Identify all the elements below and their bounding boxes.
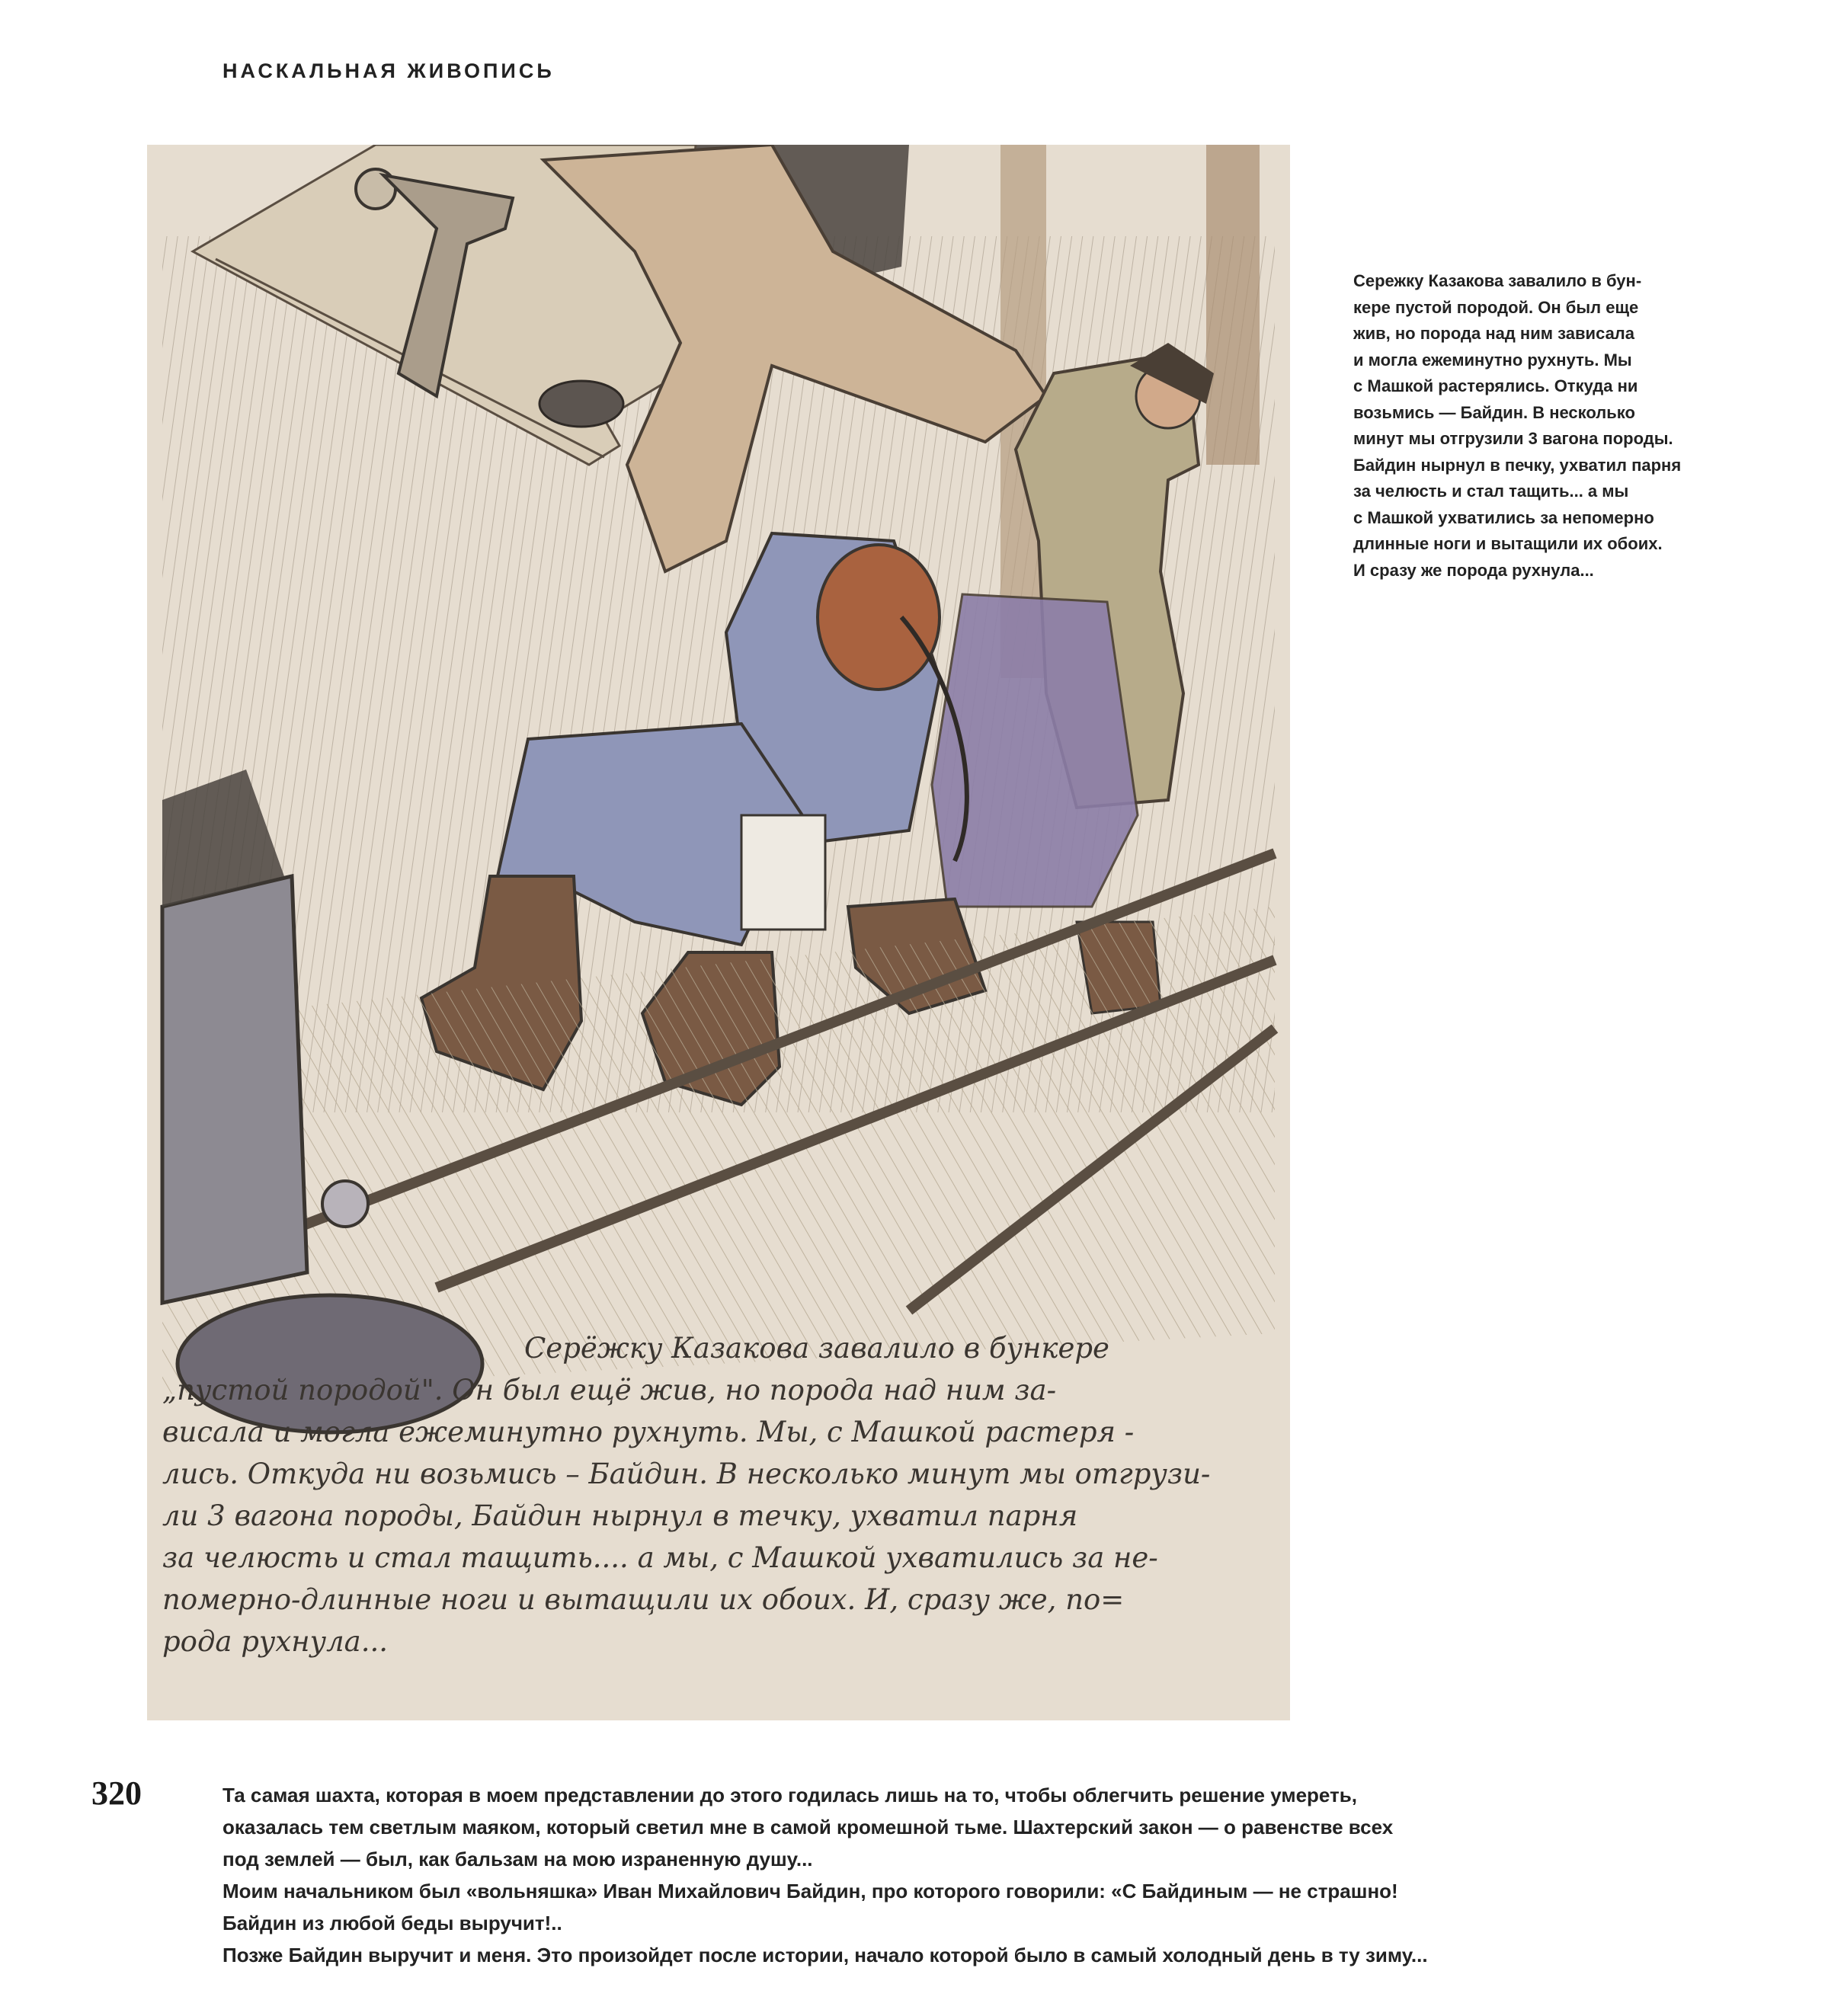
timber-post-right <box>1206 145 1260 465</box>
handwritten-line: висала и могла ежеминутно рухнуть. Мы, с Машкой растеря - <box>162 1416 1135 1448</box>
illustration-drawing <box>147 145 1290 1720</box>
body-line: Позже Байдин выручит и меня. Это произойдет после истории, начало которой было в самый холодный день в ту зиму... <box>222 1944 1428 1966</box>
lamp-battery <box>741 815 825 930</box>
handwritten-line: ли 3 вагона породы, Байдин нырнул в течку, ухватил парня <box>162 1499 1078 1532</box>
handwritten-line: померно-длинные ноги и вытащили их обоих. И, сразу же, по= <box>162 1583 1125 1616</box>
body-text <box>222 1779 1579 1971</box>
caption-line: Сережку Казакова завалило в бун- <box>1353 271 1642 290</box>
caption-line: длинные ноги и вытащили их обоих. <box>1353 534 1663 553</box>
handwritten-line: рода рухнула... <box>162 1625 388 1658</box>
handwritten-line: лись. Откуда ни возьмись – Байдин. В несколько минут мы отгрузи- <box>162 1458 1211 1490</box>
mine-cart <box>162 876 307 1303</box>
page-number: 320 <box>91 1774 142 1812</box>
illustration <box>147 145 1290 1720</box>
body-line: Моим начальником был «вольняшка» Иван Михайлович Байдин, про которого говорили: «С Байдиным — не страшно! <box>222 1880 1398 1902</box>
caption-line: жив, но порода над ним зависала <box>1353 324 1635 343</box>
caption-line: И сразу же порода рухнула... <box>1353 560 1594 580</box>
sidebar-caption <box>1353 268 1750 584</box>
caption-line: за челюсть и стал тащить... а мы <box>1353 482 1629 501</box>
caption-line: с Машкой растерялись. Откуда ни <box>1353 376 1638 395</box>
caption-line: минут мы отгрузили 3 вагона породы. <box>1353 429 1673 448</box>
caption-line: и могла ежеминутно рухнуть. Мы <box>1353 350 1632 370</box>
handwritten-line: „пустой породой". Он был ещё жив, но порода над ним за- <box>162 1374 1057 1406</box>
body-line: Байдин из любой беды выручит!.. <box>222 1912 562 1934</box>
body-line: оказалась тем светлым маяком, который светил мне в самой кромешной тьме. Шахтерский закон — о равенстве всех <box>222 1816 1394 1838</box>
cart-wheel <box>178 1295 482 1432</box>
caption-line: кере пустой породой. Он был еще <box>1353 297 1639 317</box>
running-head: НАСКАЛЬНАЯ ЖИВОПИСЬ <box>222 59 555 82</box>
caption-line: с Машкой ухватились за непомерно <box>1353 507 1654 527</box>
handwritten-line: Серёжку Казакова завалило в бункере <box>524 1332 1109 1365</box>
caption-line: возьмись — Байдин. В несколько <box>1353 402 1635 422</box>
caption-line: Байдин нырнул в печку, ухватил парня <box>1353 455 1682 475</box>
body-line: под землей — был, как бальзам на мою израненную душу... <box>222 1848 813 1870</box>
body-line: Та самая шахта, которая в моем представлении до этого годилась лишь на то, чтобы облегчить решение умереть, <box>222 1784 1357 1806</box>
baidin-head <box>818 545 940 690</box>
handwritten-line: за челюсть и стал тащить.... а мы, с Машкой ухватились за не- <box>162 1541 1158 1574</box>
